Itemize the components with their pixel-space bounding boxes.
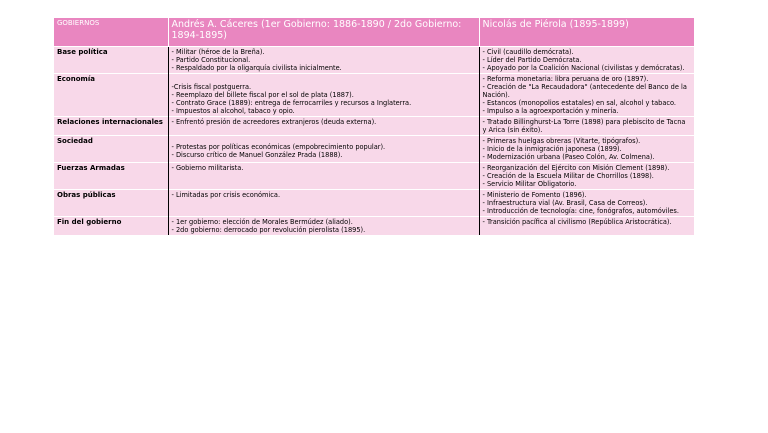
pierola-item: - Transición pacífica al civilismo (República Aristocrática). [482,218,672,226]
row-label: Fin del gobierno [54,217,168,236]
caceres-item: - Limitadas por crisis económica. [171,191,281,199]
pierola-item: - Inicio de la inmigración japonesa (1899). [482,145,622,153]
caceres-cell [168,47,479,74]
pierola-item: - Líder del Partido Demócrata. [482,56,582,64]
row-economia [54,74,694,117]
pierola-cell [479,74,694,117]
row-label: Fuerzas Armadas [54,163,168,190]
row-fin-del-gobierno [54,217,694,236]
row-relaciones-internacionales [54,117,694,136]
caceres-item: - Militar (héroe de la Breña). [171,48,265,56]
caceres-item: - Impuestos al alcohol, tabaco y opio. [171,107,295,115]
pierola-item: - Reorganización del Ejército con Misión Clement (1898). [482,164,670,172]
pierola-item: - Modernización urbana (Paseo Colón, Av. Colmena). [482,153,655,161]
header-pierola: Nicolás de Piérola (1895-1899) [479,18,694,47]
pierola-item: - Reforma monetaria: libra peruana de oro (1897). [482,75,649,83]
caceres-item: - Partido Constitucional. [171,56,251,64]
pierola-item: - Primeras huelgas obreras (Vitarte, tipógrafos). [482,137,641,145]
caceres-item: - Protestas por políticas económicas (empobrecimiento popular). [171,143,386,151]
row-label: Sociedad [54,136,168,163]
row-label: Base política [54,47,168,74]
caceres-item: - Discurso crítico de Manuel González Prada (1888). [171,151,343,159]
row-label: Economía [54,74,168,117]
caceres-item: - 2do gobierno: derrocado por revolución pierolista (1895). [171,226,366,234]
pierola-item: - Impulso a la agroexportación y minería. [482,107,619,115]
pierola-item: - Infraestructura vial (Av. Brasil, Casa de Correos). [482,199,648,207]
caceres-item: - 1er gobierno: elección de Morales Bermúdez (aliado). [171,218,353,226]
row-sociedad [54,136,694,163]
caceres-cell [168,136,479,163]
pierola-cell [479,163,694,190]
pierola-item: - Creación de la Escuela Militar de Chorrillos (1898). [482,172,654,180]
caceres-cell [168,163,479,190]
caceres-item: - Contrato Grace (1889): entrega de ferrocarriles y recursos a Inglaterra. [171,99,412,107]
row-base-politica [54,47,694,74]
caceres-cell [168,190,479,217]
pierola-item: - Introducción de tecnología: cine, fonógrafos, automóviles. [482,207,679,215]
caceres-item: -Crisis fiscal postguerra. [171,83,252,91]
pierola-cell [479,47,694,74]
row-label: Relaciones internacionales [54,117,168,136]
row-obras-publicas [54,190,694,217]
row-label: Obras públicas [54,190,168,217]
pierola-cell [479,117,694,136]
pierola-item: - Estancos (monopolios estatales) en sal, alcohol y tabaco. [482,99,676,107]
pierola-item: - Tratado Billinghurst-La Torre (1898) para plebiscito de Tacna y Arica (sin éxito). [482,118,686,134]
pierola-item: - Creación de "La Recaudadora" (antecedente del Banco de la Nación). [482,83,687,99]
header-gobiernos: GOBIERNOS [54,18,168,47]
caceres-cell [168,74,479,117]
caceres-item: - Reemplazo del billete fiscal por el sol de plata (1887). [171,91,354,99]
caceres-cell [168,117,479,136]
caceres-item: - Gobierno militarista. [171,164,244,172]
pierola-cell [479,190,694,217]
caceres-cell [168,217,479,236]
pierola-item: - Servicio Militar Obligatorio. [482,180,577,188]
row-fuerzas-armadas [54,163,694,190]
caceres-item: - Enfrentó presión de acreedores extranjeros (deuda externa). [171,118,377,126]
pierola-cell [479,136,694,163]
pierola-item: - Apoyado por la Coalición Nacional (civilistas y demócratas). [482,64,685,72]
comparison-table [54,18,694,235]
caceres-item: - Respaldado por la oligarquía civilista inicialmente. [171,64,342,72]
pierola-cell [479,217,694,236]
header-row [54,18,694,47]
pierola-item: - Ministerio de Fomento (1896). [482,191,587,199]
header-caceres: Andrés A. Cáceres (1er Gobierno: 1886-1890 / 2do Gobierno: 1894-1895) [168,18,479,47]
pierola-item: - Civil (caudillo demócrata). [482,48,574,56]
